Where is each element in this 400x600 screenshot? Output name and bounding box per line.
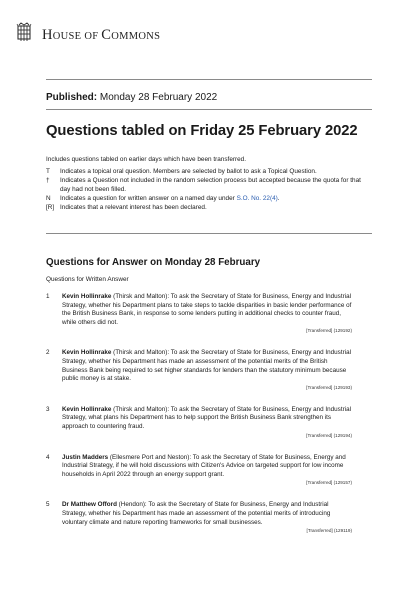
constituency: (Thirsk and Malton): (111, 405, 171, 413)
question-body (62, 501, 352, 527)
intro-text: Includes questions tabled on earlier days which have been transferred. (46, 156, 247, 163)
question-item (46, 501, 352, 534)
question-item (46, 406, 352, 439)
question-item (46, 349, 352, 390)
question-item (46, 293, 352, 334)
legend-text: Indicates that a relevant interest has been declared. (60, 204, 207, 211)
divider (46, 233, 372, 234)
legend-row (46, 167, 366, 176)
question-number: 4 (46, 453, 50, 461)
member-name: Kevin Hollinrake (62, 405, 112, 413)
question-list (46, 293, 352, 534)
question-text: To ask the Secretary of State for Business, Energy and Industrial Strategy, if he will hold discussions with Citizen's Advice on targeted support for low income households in April 2022 through an energy support grant. (62, 453, 346, 478)
section-heading: Questions for Answer on Monday 28 February (46, 257, 261, 268)
question-body (62, 293, 352, 327)
member-name: Dr Matthew Offord (62, 501, 117, 509)
published-line (46, 92, 217, 103)
question-body (62, 349, 352, 383)
legend-symbol: [R] (46, 204, 55, 211)
org-name: HOUSE OF COMMONS (42, 27, 161, 43)
question-number: 3 (46, 405, 50, 413)
legend-text: Indicates a question for written answer on a named day under S.O. No. 22(4). (60, 195, 280, 202)
portcullis-icon (16, 22, 32, 44)
constituency: (Thirsk and Malton): (111, 293, 171, 300)
question-item (46, 454, 352, 487)
question-reference: [Transferred] (129119) (306, 528, 352, 534)
question-number: 2 (46, 349, 50, 357)
legend-text: Indicates a topical oral question. Members are selected by ballot to ask a Topical Question. (60, 168, 317, 175)
standing-order-link[interactable]: S.O. No. 22(4) (236, 195, 278, 202)
member-name: Kevin Hollinrake (62, 293, 112, 300)
legend-row (46, 203, 366, 212)
page-title: Questions tabled on Friday 25 February 2022 (46, 123, 358, 139)
legend-symbol: T (46, 168, 50, 175)
published-label: Published: (46, 92, 98, 103)
divider (46, 109, 372, 110)
member-name: Kevin Hollinrake (62, 349, 112, 357)
published-date: Monday 28 February 2022 (99, 92, 218, 103)
question-reference: [Transferred] (129192) (306, 328, 352, 334)
question-reference: [Transferred] (129193) (306, 384, 352, 390)
legend-text: Indicates a Question not included in the random selection process but accepted because the quota for that day had not been filled. (60, 177, 361, 193)
question-reference: [Transferred] (129157) (306, 480, 352, 486)
section-subheading: Questions for Written Answer (46, 276, 129, 283)
question-text: To ask the Secretary of State for Business, Energy and Industrial Strategy, whether his Department has made an assessment of the potential merits of the British Business Bank being required to set higher standards for lenders than the statutory minimum because public money is at stake. (62, 349, 351, 383)
divider (46, 79, 372, 80)
page-header (16, 22, 386, 52)
question-text: To ask the Secretary of State for Business, Energy and Industrial Strategy, what plans his Department has to help support the British Business Bank strengthen its approach to countering fraud. (62, 405, 351, 430)
question-body (62, 454, 352, 480)
member-name: Justin Madders (62, 453, 109, 461)
legend-row (46, 176, 366, 194)
symbol-legend (46, 167, 366, 212)
question-number: 1 (46, 293, 50, 300)
constituency: (Ellesmere Port and Neston): (108, 453, 193, 461)
question-body (62, 406, 352, 432)
question-text: To ask the Secretary of State for Business, Energy and Industrial Strategy, whether his Department has made an assessment of the potential merits of introducing voluntary climate and nature reporting frameworks for small businesses. (62, 501, 331, 526)
question-number: 5 (46, 501, 50, 509)
question-reference: [Transferred] (129194) (306, 432, 352, 438)
legend-symbol: † (46, 177, 50, 184)
legend-symbol: N (46, 195, 51, 202)
question-text: To ask the Secretary of State for Business, Energy and Industrial Strategy, whether his Department plans to take steps to tackle disparities in basic lender performance of the British Business Bank, in response to some lenders putting in additional checks to counter fraud, while others did not. (62, 293, 352, 326)
legend-row (46, 194, 366, 203)
constituency: (Thirsk and Malton): (111, 349, 171, 357)
constituency: (Hendon): (116, 501, 149, 509)
